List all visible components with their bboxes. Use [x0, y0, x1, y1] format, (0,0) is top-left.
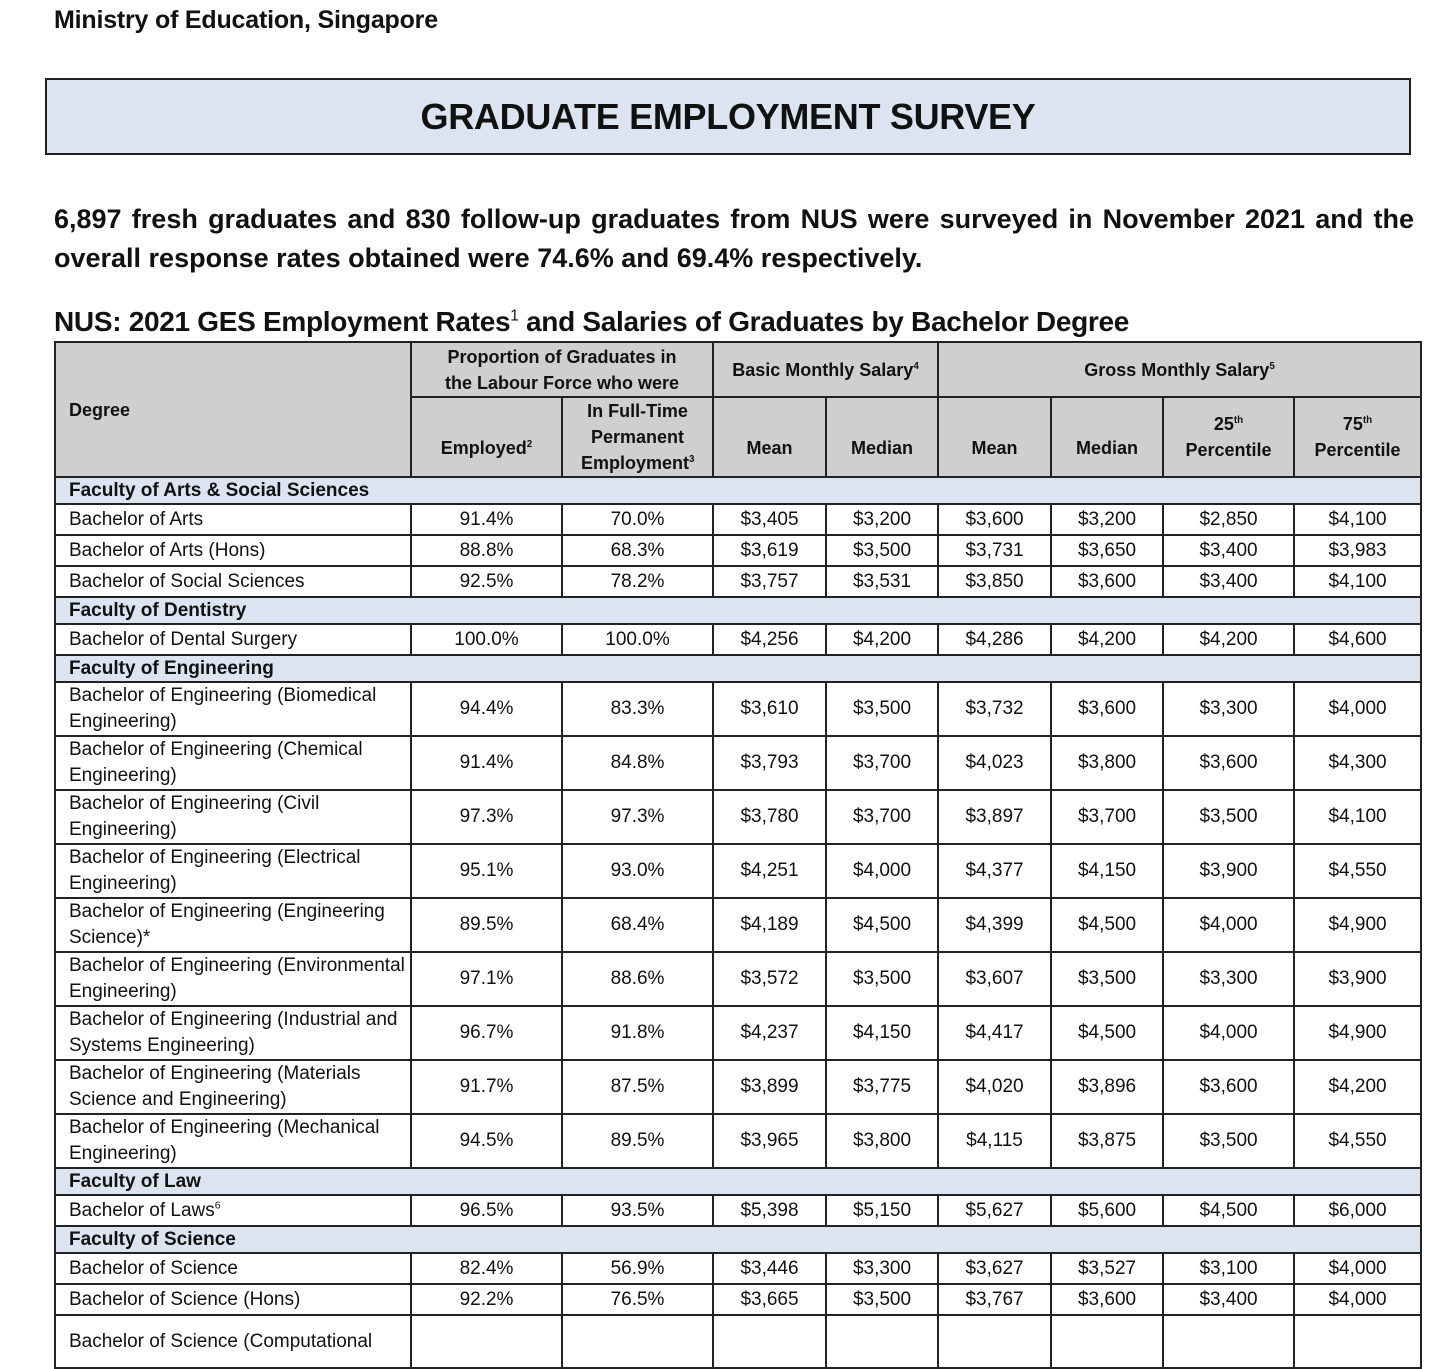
fulltime-cell: 88.6%: [562, 952, 713, 1006]
p25-cell: $3,400: [1163, 535, 1294, 566]
degree-name: Bachelor of Engineering (Mechanical Engineering): [69, 1117, 380, 1164]
gross-median-cell: $3,500: [1051, 952, 1163, 1006]
faculty-row: [55, 477, 1421, 504]
header-75th-percentile: [1294, 397, 1421, 477]
table-title: [54, 306, 1129, 338]
faculty-name: Faculty of Law: [55, 1168, 1421, 1195]
degree-name-cell: [55, 624, 411, 655]
table-row: [55, 624, 1421, 655]
basic-mean-cell: $3,572: [713, 952, 826, 1006]
basic-median-cell: $3,700: [826, 736, 938, 790]
degree-name-cell: [55, 952, 411, 1006]
degree-name-cell: [55, 1253, 411, 1284]
p75-cell: $4,900: [1294, 898, 1421, 952]
gross-mean-cell: $4,399: [938, 898, 1051, 952]
degree-name: Bachelor of Arts (Hons): [69, 539, 266, 561]
p75-cell: $4,100: [1294, 504, 1421, 535]
header-gross-salary-footnote: 5: [1269, 360, 1275, 372]
p25-cell: $3,400: [1163, 1284, 1294, 1315]
table-row: [55, 1114, 1421, 1168]
faculty-name: Faculty of Engineering: [55, 655, 1421, 682]
table-row: [55, 682, 1421, 736]
fulltime-cell: 76.5%: [562, 1284, 713, 1315]
table-row: [55, 1060, 1421, 1114]
table-row: [55, 844, 1421, 898]
employed-cell: 88.8%: [411, 535, 562, 566]
degree-name-cell: [55, 898, 411, 952]
fulltime-cell: 87.5%: [562, 1060, 713, 1114]
degree-name: Bachelor of Engineering (Electrical Engineering): [69, 847, 361, 894]
fulltime-cell: 97.3%: [562, 790, 713, 844]
basic-mean-cell: $3,899: [713, 1060, 826, 1114]
table-row: [55, 566, 1421, 597]
intro-paragraph: 6,897 fresh graduates and 830 follow-up graduates from NUS were surveyed in November 2021 and the overall response rates obtained were 74.6% and 69.4% respectively.: [54, 204, 1414, 273]
degree-name-cell: [55, 844, 411, 898]
table-title-part2: and Salaries of Graduates by Bachelor Degree: [518, 306, 1130, 337]
fulltime-cell: 84.8%: [562, 736, 713, 790]
gross-mean-cell: $3,732: [938, 682, 1051, 736]
p75-cell: $4,200: [1294, 1060, 1421, 1114]
header-75th-number: 75: [1342, 414, 1363, 434]
table-row: [55, 535, 1421, 566]
degree-name: Bachelor of Social Sciences: [69, 570, 305, 592]
p25-cell: $4,200: [1163, 624, 1294, 655]
table-row: [55, 790, 1421, 844]
header-basic-salary-group: [713, 342, 938, 397]
basic-mean-cell: $3,665: [713, 1284, 826, 1315]
basic-median-cell: $3,775: [826, 1060, 938, 1114]
header-75th-suffix: th: [1362, 415, 1373, 426]
p25-cell: [1163, 1315, 1294, 1368]
p25-cell: $2,850: [1163, 504, 1294, 535]
degree-name: Bachelor of Laws: [69, 1199, 215, 1221]
p25-cell: $4,000: [1163, 1006, 1294, 1060]
fulltime-cell: 100.0%: [562, 624, 713, 655]
basic-mean-cell: $3,757: [713, 566, 826, 597]
p75-cell: $4,100: [1294, 566, 1421, 597]
header-gross-median: Median: [1051, 397, 1163, 477]
employed-cell: 97.1%: [411, 952, 562, 1006]
table-row: [55, 1284, 1421, 1315]
gross-median-cell: $3,896: [1051, 1060, 1163, 1114]
gross-median-cell: $3,875: [1051, 1114, 1163, 1168]
table-row: [55, 736, 1421, 790]
degree-name-cell: [55, 504, 411, 535]
p75-cell: $4,300: [1294, 736, 1421, 790]
basic-mean-cell: $5,398: [713, 1195, 826, 1226]
basic-mean-cell: $3,793: [713, 736, 826, 790]
degree-name: Bachelor of Engineering (Materials Science and Engineering): [69, 1063, 361, 1110]
basic-median-cell: $3,500: [826, 952, 938, 1006]
header-basic-salary-footnote: 4: [913, 360, 919, 372]
header-employed: [411, 397, 562, 477]
header-gross-salary-label: Gross Monthly Salary: [1084, 359, 1270, 380]
gross-median-cell: $3,200: [1051, 504, 1163, 535]
basic-mean-cell: $3,965: [713, 1114, 826, 1168]
fulltime-cell: [562, 1315, 713, 1368]
p25-cell: $4,000: [1163, 898, 1294, 952]
basic-mean-cell: $4,251: [713, 844, 826, 898]
header-basic-median: Median: [826, 397, 938, 477]
employed-cell: 91.7%: [411, 1060, 562, 1114]
basic-mean-cell: $3,405: [713, 504, 826, 535]
faculty-name: Faculty of Dentistry: [55, 597, 1421, 624]
fulltime-cell: 70.0%: [562, 504, 713, 535]
degree-name: Bachelor of Engineering (Industrial and Systems Engineering): [69, 1009, 398, 1056]
p75-cell: $6,000: [1294, 1195, 1421, 1226]
gross-median-cell: $5,600: [1051, 1195, 1163, 1226]
header-25th-label: Percentile: [1185, 440, 1272, 460]
faculty-row: [55, 1168, 1421, 1195]
basic-mean-cell: $4,189: [713, 898, 826, 952]
p25-cell: $3,500: [1163, 1114, 1294, 1168]
gross-median-cell: $4,150: [1051, 844, 1163, 898]
table-title-footnote: 1: [510, 307, 519, 325]
header-25th-suffix: th: [1233, 415, 1244, 426]
p75-cell: $4,600: [1294, 624, 1421, 655]
gross-median-cell: $3,650: [1051, 535, 1163, 566]
gross-median-cell: $3,600: [1051, 1284, 1163, 1315]
degree-name-cell: [55, 1114, 411, 1168]
employed-cell: 100.0%: [411, 624, 562, 655]
p75-cell: $4,550: [1294, 1114, 1421, 1168]
table-row: [55, 1195, 1421, 1226]
gross-median-cell: $3,527: [1051, 1253, 1163, 1284]
gross-median-cell: $3,600: [1051, 682, 1163, 736]
table-row: [55, 1006, 1421, 1060]
gross-mean-cell: [938, 1315, 1051, 1368]
p75-cell: $4,550: [1294, 844, 1421, 898]
organization-name: Ministry of Education, Singapore: [54, 6, 438, 34]
degree-name-cell: [55, 566, 411, 597]
employed-cell: 96.7%: [411, 1006, 562, 1060]
basic-mean-cell: $3,619: [713, 535, 826, 566]
p25-cell: $3,300: [1163, 682, 1294, 736]
fulltime-cell: 68.3%: [562, 535, 713, 566]
faculty-name: Faculty of Science: [55, 1226, 1421, 1253]
degree-name: Bachelor of Engineering (Civil Engineering): [69, 793, 320, 840]
employed-cell: 97.3%: [411, 790, 562, 844]
basic-mean-cell: [713, 1315, 826, 1368]
degree-name-cell: [55, 736, 411, 790]
basic-median-cell: $3,300: [826, 1253, 938, 1284]
p25-cell: $3,400: [1163, 566, 1294, 597]
basic-mean-cell: $3,610: [713, 682, 826, 736]
degree-name-cell: [55, 1006, 411, 1060]
employment-table: [54, 341, 1422, 1369]
header-basic-salary-label: Basic Monthly Salary: [732, 359, 914, 380]
faculty-name: Faculty of Arts & Social Sciences: [55, 477, 1421, 504]
header-25th-number: 25: [1213, 414, 1234, 434]
gross-median-cell: [1051, 1315, 1163, 1368]
gross-mean-cell: $3,897: [938, 790, 1051, 844]
employed-cell: 92.2%: [411, 1284, 562, 1315]
gross-mean-cell: $4,417: [938, 1006, 1051, 1060]
degree-name-cell: [55, 790, 411, 844]
header-fulltime-footnote: 3: [689, 454, 695, 465]
degree-name: Bachelor of Engineering (Chemical Engineering): [69, 739, 363, 786]
gross-mean-cell: $3,600: [938, 504, 1051, 535]
degree-name-cell: [55, 535, 411, 566]
basic-median-cell: $4,200: [826, 624, 938, 655]
table-header: [55, 342, 1421, 477]
p25-cell: $3,100: [1163, 1253, 1294, 1284]
employed-cell: 92.5%: [411, 566, 562, 597]
p25-cell: $3,600: [1163, 736, 1294, 790]
degree-name: Bachelor of Arts: [69, 508, 204, 530]
basic-mean-cell: $4,256: [713, 624, 826, 655]
degree-name-cell: [55, 682, 411, 736]
table-row: [55, 504, 1421, 535]
p25-cell: $4,500: [1163, 1195, 1294, 1226]
basic-median-cell: $3,200: [826, 504, 938, 535]
header-degree: Degree: [55, 342, 411, 477]
header-fulltime: [562, 397, 713, 477]
gross-mean-cell: $3,731: [938, 535, 1051, 566]
banner-title: GRADUATE EMPLOYMENT SURVEY: [420, 95, 1036, 137]
p75-cell: $4,000: [1294, 1253, 1421, 1284]
degree-footnote: 6: [214, 1200, 221, 1212]
employed-cell: 94.4%: [411, 682, 562, 736]
fulltime-cell: 93.0%: [562, 844, 713, 898]
gross-mean-cell: $3,767: [938, 1284, 1051, 1315]
gross-median-cell: $3,700: [1051, 790, 1163, 844]
employed-cell: 94.5%: [411, 1114, 562, 1168]
degree-name: Bachelor of Engineering (Biomedical Engineering): [69, 685, 377, 732]
fulltime-cell: 93.5%: [562, 1195, 713, 1226]
degree-name-cell: [55, 1315, 411, 1368]
header-employed-footnote: 2: [526, 439, 533, 450]
basic-mean-cell: $4,237: [713, 1006, 826, 1060]
gross-median-cell: $4,500: [1051, 1006, 1163, 1060]
basic-median-cell: [826, 1315, 938, 1368]
p75-cell: $4,900: [1294, 1006, 1421, 1060]
gross-median-cell: $3,600: [1051, 566, 1163, 597]
fulltime-cell: 91.8%: [562, 1006, 713, 1060]
gross-mean-cell: $4,286: [938, 624, 1051, 655]
basic-median-cell: $5,150: [826, 1195, 938, 1226]
fulltime-cell: 89.5%: [562, 1114, 713, 1168]
degree-name: Bachelor of Engineering (Environmental Engineering): [69, 955, 405, 1002]
basic-median-cell: $3,800: [826, 1114, 938, 1168]
p75-cell: $3,900: [1294, 952, 1421, 1006]
basic-mean-cell: $3,446: [713, 1253, 826, 1284]
p25-cell: $3,300: [1163, 952, 1294, 1006]
gross-median-cell: $4,200: [1051, 624, 1163, 655]
gross-mean-cell: $3,627: [938, 1253, 1051, 1284]
degree-name: Bachelor of Science (Hons): [69, 1288, 301, 1310]
faculty-row: [55, 1226, 1421, 1253]
header-25th-percentile: [1163, 397, 1294, 477]
basic-mean-cell: $3,780: [713, 790, 826, 844]
header-fulltime-label: In Full-Time Permanent Employment: [581, 401, 690, 473]
basic-median-cell: $3,531: [826, 566, 938, 597]
table-row: [55, 1315, 1421, 1368]
basic-median-cell: $4,500: [826, 898, 938, 952]
basic-median-cell: $3,500: [826, 682, 938, 736]
p75-cell: [1294, 1315, 1421, 1368]
p75-cell: $3,983: [1294, 535, 1421, 566]
gross-mean-cell: $4,115: [938, 1114, 1051, 1168]
employed-cell: 91.4%: [411, 504, 562, 535]
gross-median-cell: $3,800: [1051, 736, 1163, 790]
employed-cell: 82.4%: [411, 1253, 562, 1284]
degree-name-cell: [55, 1060, 411, 1114]
gross-mean-cell: $3,850: [938, 566, 1051, 597]
employed-cell: 96.5%: [411, 1195, 562, 1226]
degree-name: Bachelor of Engineering (Engineering Science)*: [69, 901, 385, 948]
gross-mean-cell: $4,023: [938, 736, 1051, 790]
gross-mean-cell: $4,377: [938, 844, 1051, 898]
employed-cell: 89.5%: [411, 898, 562, 952]
survey-banner: [45, 78, 1411, 155]
table-title-part1: NUS: 2021 GES Employment Rates: [54, 306, 511, 337]
employed-cell: 91.4%: [411, 736, 562, 790]
table-row: [55, 898, 1421, 952]
gross-median-cell: $4,500: [1051, 898, 1163, 952]
p75-cell: $4,000: [1294, 1284, 1421, 1315]
header-basic-mean: Mean: [713, 397, 826, 477]
table-body: [55, 477, 1421, 1368]
gross-mean-cell: $4,020: [938, 1060, 1051, 1114]
degree-name-cell: [55, 1195, 411, 1226]
gross-mean-cell: $3,607: [938, 952, 1051, 1006]
basic-median-cell: $3,500: [826, 1284, 938, 1315]
basic-median-cell: $3,500: [826, 535, 938, 566]
header-75th-label: Percentile: [1314, 440, 1401, 460]
p25-cell: $3,600: [1163, 1060, 1294, 1114]
table-row: [55, 952, 1421, 1006]
employed-cell: [411, 1315, 562, 1368]
faculty-row: [55, 655, 1421, 682]
degree-name: Bachelor of Dental Surgery: [69, 628, 298, 650]
employed-cell: 95.1%: [411, 844, 562, 898]
degree-name: Bachelor of Science (Computational: [69, 1330, 373, 1352]
fulltime-cell: 83.3%: [562, 682, 713, 736]
header-gross-mean: Mean: [938, 397, 1051, 477]
degree-name: Bachelor of Science: [69, 1257, 238, 1279]
fulltime-cell: 68.4%: [562, 898, 713, 952]
employment-table-container: [54, 341, 1420, 1369]
p25-cell: $3,500: [1163, 790, 1294, 844]
faculty-row: [55, 597, 1421, 624]
header-proportion-group: Proportion of Graduates in the Labour Force who were: [411, 342, 713, 397]
fulltime-cell: 56.9%: [562, 1253, 713, 1284]
header-gross-salary-group: [938, 342, 1421, 397]
fulltime-cell: 78.2%: [562, 566, 713, 597]
p25-cell: $3,900: [1163, 844, 1294, 898]
basic-median-cell: $3,700: [826, 790, 938, 844]
basic-median-cell: $4,150: [826, 1006, 938, 1060]
degree-name-cell: [55, 1284, 411, 1315]
table-row: [55, 1253, 1421, 1284]
header-employed-label: Employed: [440, 438, 527, 458]
gross-mean-cell: $5,627: [938, 1195, 1051, 1226]
p75-cell: $4,100: [1294, 790, 1421, 844]
basic-median-cell: $4,000: [826, 844, 938, 898]
p75-cell: $4,000: [1294, 682, 1421, 736]
